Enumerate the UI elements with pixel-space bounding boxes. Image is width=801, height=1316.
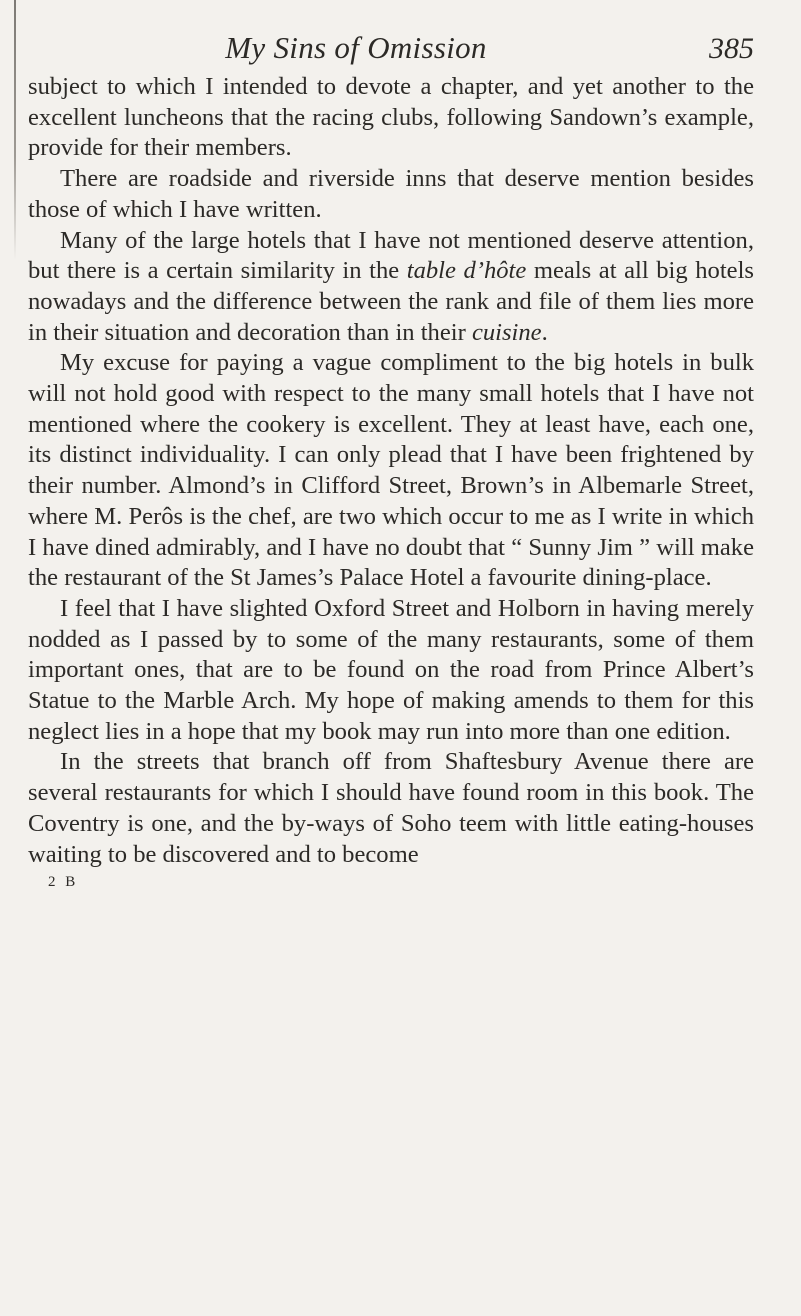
paragraph-6-text: In the streets that branch off from Shaftesbury Avenue there are several restaurants for which I should have found room in this book. The Coventry is one, and the by-ways of Soho teem with little eating-houses waiting to be discovered and to become xyxy=(28,748,754,868)
paragraph-2 xyxy=(28,164,754,225)
running-title: My Sins of Omission xyxy=(225,30,487,65)
body-text xyxy=(28,72,754,870)
paragraph-4-text: My excuse for paying a vague compliment to the big hotels in bulk will not hold good with respect to the many small hotels that I have not mentioned where the cookery is excellent. They at least have, each one, its distinct individuality. I can only plead that I have been frightened by their number. Almond’s in Clifford Street, Brown’s in Albemarle Street, where M. Perôs is the chef, are two which occur to me as I write in which I have dined admirably, and I have no doubt that “ Sunny Jim ” will make the restaurant of the St James’s Palace Hotel a favourite dining-place. xyxy=(28,349,754,592)
italic-cuisine: cuisine xyxy=(471,318,542,346)
page-gutter-line xyxy=(14,0,16,260)
paragraph-5 xyxy=(28,594,754,748)
page-number: 385 xyxy=(709,32,754,65)
paragraph-5-text: I feel that I have slighted Oxford Street and Holborn in having merely nodded as I passed by to some of the many restaurants, some of them important ones, that are to be found on the road from Prince Albert’s Statue to the Marble Arch. My hope of making amends to them for this neglect lies in a hope that my book may run into more than one edition. xyxy=(28,594,754,745)
signature-mark: 2 B xyxy=(48,874,79,891)
italic-table-dhote: table d’hôte xyxy=(406,257,527,285)
paragraph-3-text-b: meals at all big hotels nowadays and the difference between the rank and file of them lies more in their situation and decoration than in their xyxy=(28,257,754,346)
running-head xyxy=(28,8,754,70)
paragraph-2-text: There are roadside and riverside inns that deserve mention besides those of which I have written. xyxy=(28,165,754,223)
paragraph-3-text-c: . xyxy=(541,318,548,346)
paragraph-3-text-a: Many of the large hotels that I have not mentioned deserve attention, but there is a certain similarity in the xyxy=(28,226,754,285)
book-page xyxy=(28,8,754,891)
paragraph-4 xyxy=(28,348,754,594)
paragraph-1 xyxy=(28,72,754,164)
paragraph-6 xyxy=(28,747,754,870)
paragraph-1-text: subject to which I intended to devote a chapter, and yet another to the excellent luncheons that the racing clubs, following Sandown’s example, provide for their members. xyxy=(28,73,754,162)
paragraph-3 xyxy=(28,226,754,349)
